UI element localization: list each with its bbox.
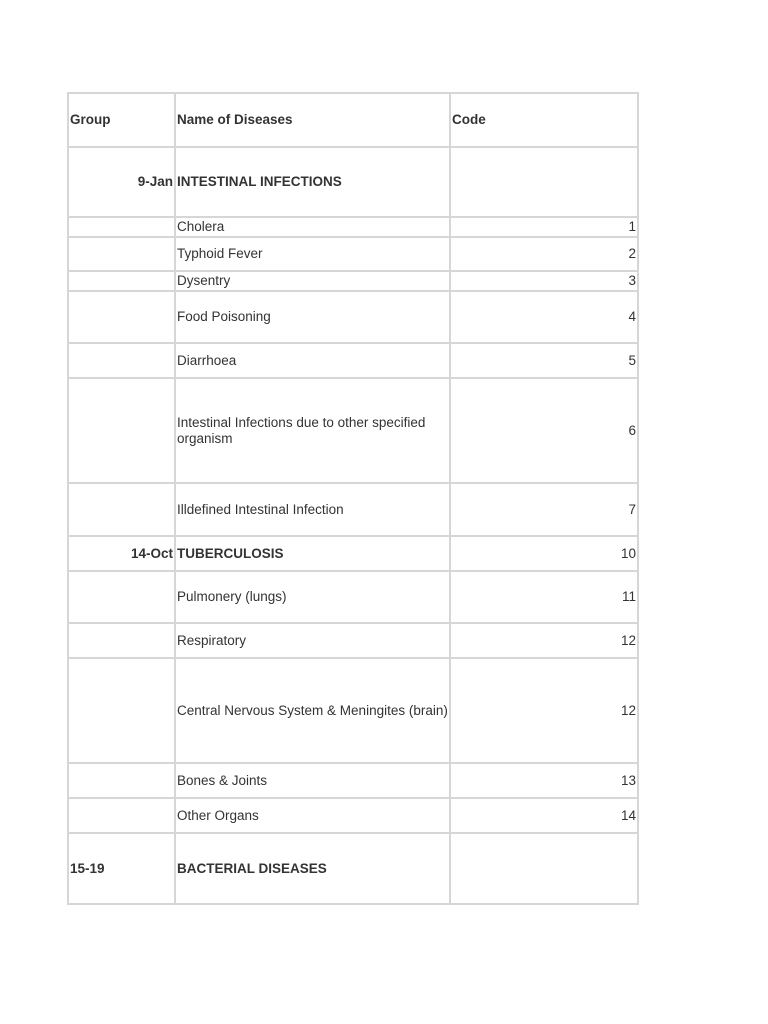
- table-row: [68, 271, 638, 291]
- table-row: [68, 147, 638, 217]
- code-cell: 3: [450, 271, 638, 291]
- code-cell: 5: [450, 343, 638, 378]
- disease-name-cell: Typhoid Fever: [175, 237, 450, 271]
- header-code: Code: [450, 93, 638, 147]
- table-header-row: [68, 93, 638, 147]
- table-row: [68, 483, 638, 536]
- code-cell: 6: [450, 378, 638, 483]
- table-row: [68, 623, 638, 658]
- table-row: [68, 378, 638, 483]
- code-cell: 2: [450, 237, 638, 271]
- disease-name-cell: Diarrhoea: [175, 343, 450, 378]
- header-name-of-diseases: Name of Diseases: [175, 93, 450, 147]
- table-row: [68, 237, 638, 271]
- group-cell: [68, 763, 175, 798]
- code-cell: [450, 833, 638, 904]
- disease-name-cell: TUBERCULOSIS: [175, 536, 450, 571]
- group-cell: 14-Oct: [68, 536, 175, 571]
- table-row: [68, 833, 638, 904]
- code-cell: 11: [450, 571, 638, 623]
- code-cell: 14: [450, 798, 638, 833]
- table-row: [68, 658, 638, 763]
- disease-name-cell: Respiratory: [175, 623, 450, 658]
- disease-name-cell: BACTERIAL DISEASES: [175, 833, 450, 904]
- code-cell: 13: [450, 763, 638, 798]
- code-cell: 12: [450, 623, 638, 658]
- group-cell: [68, 217, 175, 237]
- group-cell: [68, 343, 175, 378]
- group-cell: [68, 378, 175, 483]
- disease-name-cell: Bones & Joints: [175, 763, 450, 798]
- table-row: [68, 343, 638, 378]
- disease-name-cell: Central Nervous System & Meningites (brain): [175, 658, 450, 763]
- code-cell: 12: [450, 658, 638, 763]
- disease-name-cell: Intestinal Infections due to other specified organism: [175, 378, 450, 483]
- group-cell: [68, 271, 175, 291]
- group-cell: 15-19: [68, 833, 175, 904]
- code-cell: 4: [450, 291, 638, 343]
- table-row: [68, 798, 638, 833]
- table-row: [68, 291, 638, 343]
- disease-name-cell: Dysentry: [175, 271, 450, 291]
- group-cell: [68, 623, 175, 658]
- group-cell: [68, 571, 175, 623]
- table-row: [68, 217, 638, 237]
- disease-code-table: [67, 92, 639, 905]
- disease-name-cell: Cholera: [175, 217, 450, 237]
- table-row: [68, 571, 638, 623]
- disease-name-cell: Illdefined Intestinal Infection: [175, 483, 450, 536]
- group-cell: [68, 291, 175, 343]
- disease-name-cell: Food Poisoning: [175, 291, 450, 343]
- disease-name-cell: Pulmonery (lungs): [175, 571, 450, 623]
- code-cell: 10: [450, 536, 638, 571]
- group-cell: [68, 658, 175, 763]
- group-cell: [68, 237, 175, 271]
- table-row: [68, 536, 638, 571]
- disease-name-cell: INTESTINAL INFECTIONS: [175, 147, 450, 217]
- table-row: [68, 763, 638, 798]
- group-cell: [68, 483, 175, 536]
- group-cell: [68, 798, 175, 833]
- code-cell: 7: [450, 483, 638, 536]
- header-group: Group: [68, 93, 175, 147]
- code-cell: 1: [450, 217, 638, 237]
- disease-name-cell: Other Organs: [175, 798, 450, 833]
- code-cell: [450, 147, 638, 217]
- group-cell: 9-Jan: [68, 147, 175, 217]
